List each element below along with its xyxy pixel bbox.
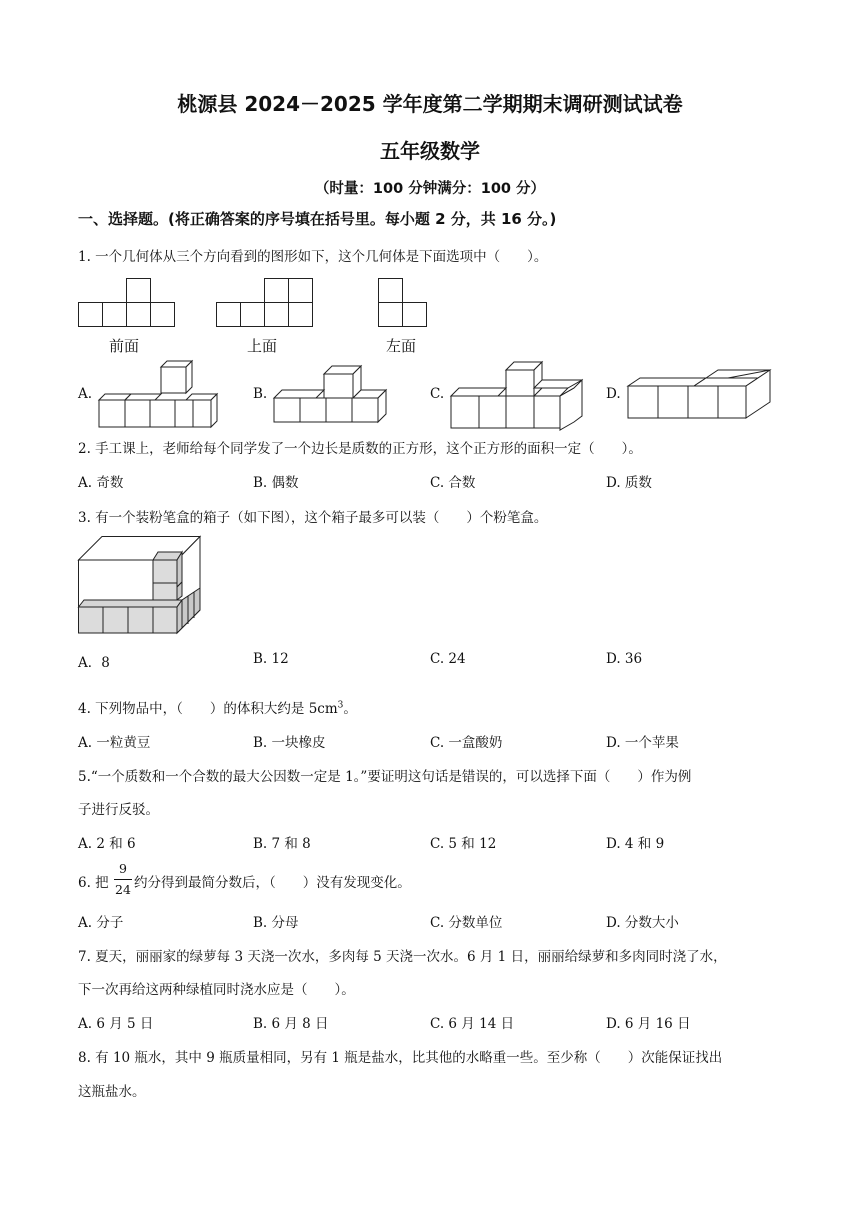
question-8-line-2: 这瓶盐水。 <box>78 1084 146 1100</box>
question-4-superscript: 3 <box>337 700 344 711</box>
q5-option-a: A. 2 和 6 <box>78 836 136 852</box>
q4-option-a: A. 一粒黄豆 <box>78 735 151 751</box>
q6-option-d: D. 分数大小 <box>606 915 679 931</box>
exam-subtitle: 五年级数学 <box>380 139 480 163</box>
q1-option-d-label: D. <box>606 386 621 402</box>
q7-option-d: D. 6 月 16 日 <box>606 1016 691 1032</box>
q5-option-d: D. 4 和 9 <box>606 836 665 852</box>
q4-option-b: B. 一块橡皮 <box>253 735 326 751</box>
q7-option-a: A. 6 月 5 日 <box>78 1016 154 1032</box>
view-front-figure <box>78 278 178 328</box>
q7-option-c: C. 6 月 14 日 <box>430 1016 515 1032</box>
q6-option-a: A. 分子 <box>78 915 124 931</box>
q2-option-d: D. 质数 <box>606 475 652 491</box>
question-4-end: 。 <box>343 701 357 717</box>
q2-option-a: A. 奇数 <box>78 475 124 491</box>
fraction-denominator: 24 <box>115 882 131 897</box>
view-label-front: 前面 <box>109 337 140 355</box>
q6-option-c: C. 分数单位 <box>430 915 503 931</box>
question-7-line-2: 下一次再给这两种绿植同时浇水应是（ ）。 <box>78 982 355 998</box>
question-1: 1. 一个几何体从三个方向看到的图形如下，这个几何体是下面选项中（ ）。 <box>78 249 548 265</box>
question-7-line-1: 7. 夏天，丽丽家的绿萝每 3 天浇一次水，多肉每 5 天浇一次水。6 月 1 日，丽丽给绿萝和多肉同时浇了水， <box>78 949 727 965</box>
q5-option-c: C. 5 和 12 <box>430 836 497 852</box>
q1-option-b-label: B. <box>253 386 268 402</box>
fraction-bar <box>114 879 132 880</box>
q2-option-c: C. 合数 <box>430 475 476 491</box>
view-label-left: 左面 <box>386 337 417 355</box>
time-note: （时量：100 分钟满分：100 分） <box>314 181 546 197</box>
q6-option-b: B. 分母 <box>253 915 299 931</box>
q7-option-b: B. 6 月 8 日 <box>253 1016 329 1032</box>
q1-option-c-figure <box>450 360 586 430</box>
q1-option-a-figure <box>98 360 224 430</box>
view-left-figure <box>378 278 430 328</box>
question-5-line-2: 子进行反驳。 <box>78 802 159 818</box>
chalk-box-figure <box>78 536 202 636</box>
question-5-line-1: 5.“一个质数和一个合数的最大公因数一定是 1。”要证明这句话是错误的，可以选择下面（ ）作为例 <box>78 769 692 785</box>
q4-option-d: D. 一个苹果 <box>606 735 679 751</box>
q1-option-b-figure <box>273 364 389 424</box>
q3-option-d: D. 36 <box>606 651 643 667</box>
q5-option-b: B. 7 和 8 <box>253 836 311 852</box>
q1-option-a-label: A. <box>78 386 93 402</box>
q3-option-a: A．8 <box>78 655 110 671</box>
view-label-top: 上面 <box>247 337 278 355</box>
question-4-text: 4. 下列物品中，（ ）的体积大约是 5cm <box>78 701 338 717</box>
question-6-text: 约分得到最简分数后，（ ）没有发现变化。 <box>134 875 411 891</box>
q3-option-b: B. 12 <box>253 651 289 667</box>
section-heading: 一、选择题。(将正确答案的序号填在括号里。每小题 2 分，共 16 分。) <box>78 210 557 228</box>
q1-option-c-label: C. <box>430 386 445 402</box>
q3-option-c: C. 24 <box>430 651 466 667</box>
question-4 <box>78 697 357 717</box>
question-3: 3. 有一个装粉笔盒的箱子（如下图），这个箱子最多可以装（ ）个粉笔盒。 <box>78 510 548 526</box>
view-top-figure <box>216 278 316 328</box>
q2-option-b: B. 偶数 <box>253 475 299 491</box>
q4-option-c: C. 一盒酸奶 <box>430 735 503 751</box>
exam-title: 桃源县 2024－2025 学年度第二学期期末调研测试试卷 <box>177 92 683 116</box>
q1-option-d-figure <box>626 368 774 420</box>
question-6-prefix: 6. 把 <box>78 875 109 891</box>
question-8-line-1: 8. 有 10 瓶水，其中 9 瓶质量相同，另有 1 瓶是盐水，比其他的水略重一些。至少称（ ）次能保证找出 <box>78 1050 723 1066</box>
question-2: 2. 手工课上，老师给每个同学发了一个边长是质数的正方形，这个正方形的面积一定（ ）。 <box>78 441 642 457</box>
fraction-numerator: 9 <box>119 861 127 876</box>
